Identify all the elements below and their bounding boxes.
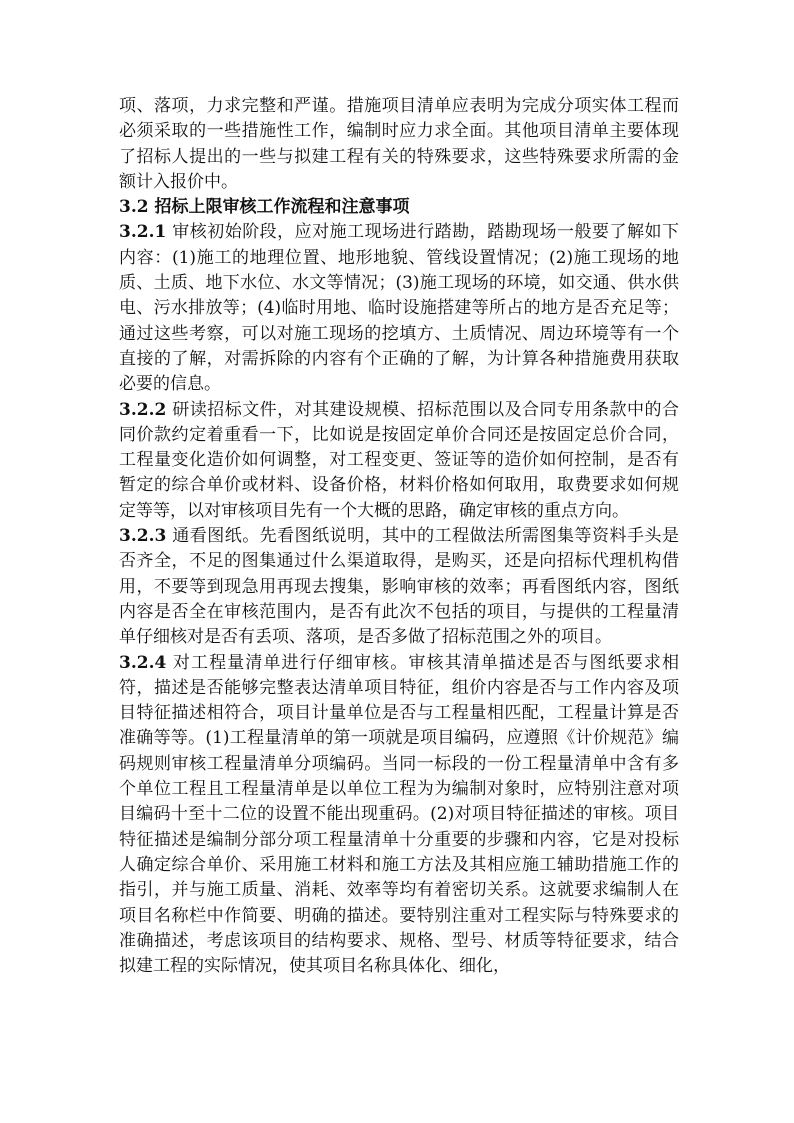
section-number: 3.2.2: [119, 399, 167, 420]
intro-paragraph: 项、落项，力求完整和严谨。措施项目清单应表明为完成分项实体工程而必须采取的一些措施性工作，编制时应力求全面。其他项目清单主要体现了招标人提出的一些与拟建工程有关的特殊要求，这些特殊要求所需的金额计入报价中。: [119, 96, 679, 192]
section-heading-3-2: 3.2 招标上限审核工作流程和注意事项: [119, 197, 410, 218]
paragraph-text: 研读招标文件，对其建设规模、招标范围以及合同专用条款中的合同价款约定着重看一下，比如说是按固定单价合同还是按固定总价合同，工程量变化造价如何调整，对工程变更、签证等的造价如何控制，是否有暂定的综合单价或材料、设备价格，材料价格如何取用，取费要求如何规定等等，以对审核项目先有一个大概的思路，确定审核的重点方向。: [119, 399, 679, 521]
paragraph-text: 对工程量清单进行仔细审核。审核其清单描述是否与图纸要求相符，描述是否能够完整表达清单项目特征，组价内容是否与工作内容及项目特征描述相符合，项目计量单位是否与工程量相匹配，工程量计算是否准确等等。(1)工程量清单的第一项就是项目编码，应遵照《计价规范》编码规则审核工程量清单分项编码。当同一标段的一份工程量清单中含有多个单位工程且工程量清单是以单位工程为为编制对象时，应特别注意对项目编码十至十二位的设置不能出现重码。(2)对项目特征描述的审核。项目特征描述是编制分部分项工程量清单十分重要的步骤和内容，它是对投标人确定综合单价、采用施工材料和施工方法及其相应施工辅助措施工作的指引，并与施工质量、消耗、效率等均有着密切关系。这就要求编制人在项目名称栏中作简要、明确的描述。要特别注重对工程实际与特殊要求的准确描述，考虑该项目的结构要求、规格、型号、材质等特征要求，结合拟建工程的实际情况，使其项目名称具体化、细化，: [119, 652, 679, 977]
paragraph-3-2-1: [119, 220, 679, 397]
paragraph-text: 审核初始阶段，应对施工现场进行踏勘，踏勘现场一般要了解如下内容：(1)施工的地理位置、地形地貌、管线设置情况；(2)施工现场的地质、土质、地下水位、水文等情况；(3)施工现场的环境，如交通、供水供电、污水排放等；(4)临时用地、临时设施搭建等所占的地方是否充足等；通过这些考察，可以对施工现场的挖填方、土质情况、周边环境等有一个直接的了解，对需拆除的内容有个正确的了解，为计算各种措施费用获取必要的信息。: [119, 222, 679, 395]
paragraph-3-2-3: [119, 524, 679, 650]
section-number: 3.2.4: [119, 652, 167, 673]
document-body: [119, 94, 679, 979]
paragraph-3-2-4: [119, 651, 679, 980]
paragraph-text: 通看图纸。先看图纸说明，其中的工程做法所需图集等资料手头是否齐全，不足的图集通过什么渠道取得，是购买，还是向招标代理机构借用，不要等到现急用再现去搜集，影响审核的效率；再看图纸内容，图纸内容是否全在审核范围内，是否有此次不包括的项目，与提供的工程量清单仔细核对是否有丢项、落项，是否多做了招标范围之外的项目。: [119, 526, 679, 648]
section-number: 3.2.1: [119, 222, 167, 243]
paragraph-3-2-2: [119, 398, 679, 524]
section-number: 3.2.3: [119, 526, 167, 547]
